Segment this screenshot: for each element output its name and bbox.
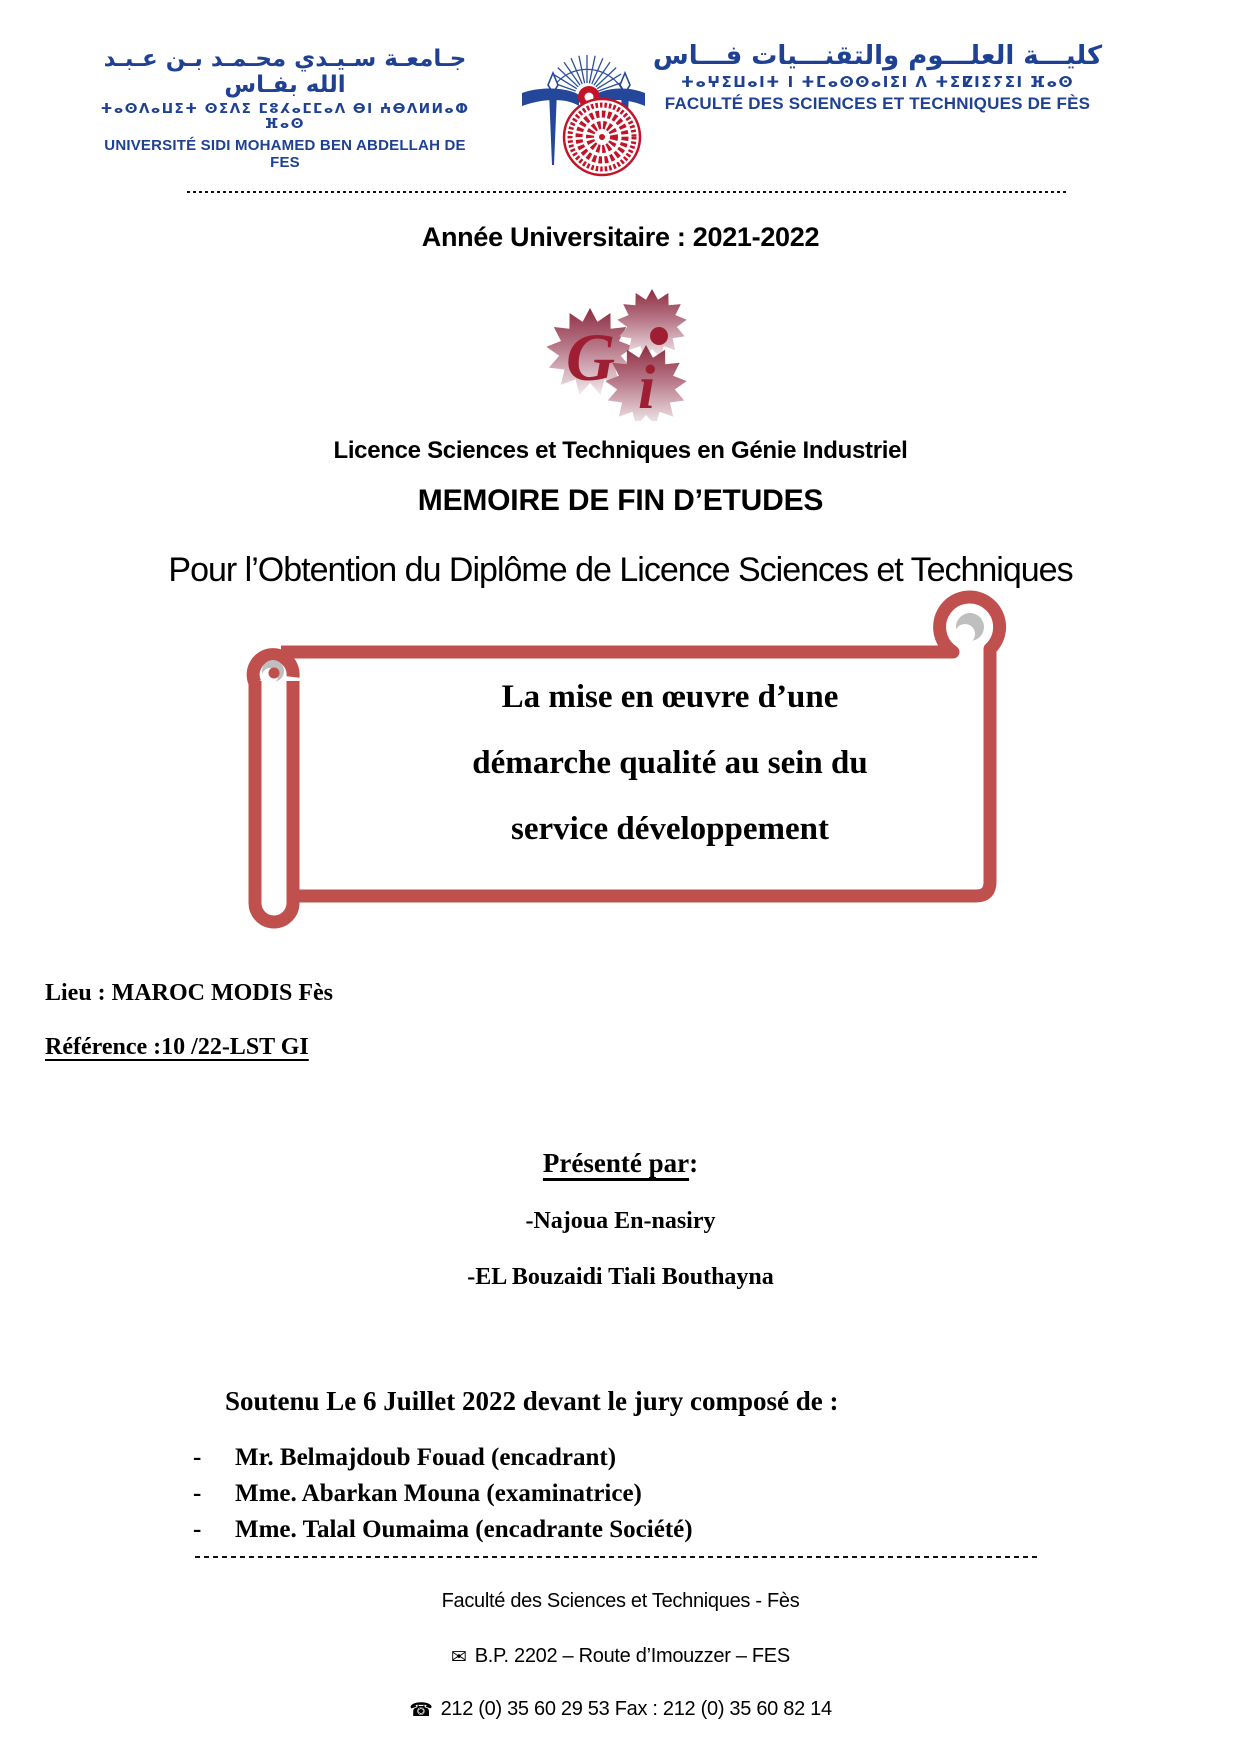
program-title: Licence Sciences et Techniques en Génie Industriel [333,437,908,464]
logo-i-dot [650,327,668,345]
jury-member-row [193,1476,693,1512]
jury-member-2: Mme. Abarkan Mouna (examinatrice) [235,1480,642,1507]
jury-member-row [193,1440,693,1476]
logo-letter-g: G [566,319,616,395]
genie-industriel-logo [540,286,700,421]
internship-location: Lieu : MAROC MODIS Fès [45,980,333,1006]
faculty-name-tifinagh: ⵜⴰⵖⵉⵡⴰⵏⵜ ⵏ ⵜⵎⴰⵙⵙⴰⵏⵉⵏ ⴷ ⵜⵉⵇⵏⵉⵢⵉⵏ ⴼⴰⵙ [680,72,1075,91]
faculty-header-right [635,42,1120,114]
list-dash: - [193,1444,202,1471]
thesis-title-line-1: La mise en œuvre d’une [501,679,839,715]
seal-medallion-center [599,134,605,140]
presented-by-colon: : [689,1148,699,1178]
thesis-title [325,664,1015,862]
footer-faculty-line: Faculté des Sciences et Techniques - Fès [441,1590,800,1612]
footer-phone-text: 212 (0) 35 60 29 53 Fax : 212 (0) 35 60 82 14 [440,1698,832,1720]
presented-by-label: Présenté par [542,1148,690,1178]
jury-member-row [193,1512,693,1548]
report-reference: Référence :10 /22-LST GI [45,1034,309,1060]
jury-member-3: Mme. Talal Oumaima (encadrante Société) [235,1516,693,1543]
telephone-icon: ☎ [409,1699,433,1721]
university-name-arabic: جـامعـة سـيـدي محـمـد بـن عـبـد الله بفـاس [103,46,467,99]
list-dash: - [193,1480,202,1507]
academic-year: Année Universitaire : 2021-2022 [421,222,820,252]
memoire-heading: MEMOIRE DE FIN D’ETUDES [417,484,824,517]
seal-torch-left [549,91,557,165]
scroll-left-roll [255,681,293,922]
university-header-left [95,46,475,171]
defense-statement: Soutenu Le 6 Juillet 2022 devant le jury composé de : [225,1386,839,1416]
scroll-right-curl-hole [955,624,975,644]
footer-phone-line [0,1698,1241,1721]
presented-by-heading [0,1148,1241,1179]
envelope-icon: ✉ [451,1646,467,1668]
university-seal-icon [505,33,650,183]
faculty-name-latin: FACULTÉ DES SCIENCES ET TECHNIQUES DE FÈS [664,94,1091,114]
footer-address-text: B.P. 2202 – Route d’Imouzzer – FES [474,1645,790,1667]
obtention-subtitle: Pour l’Obtention du Diplôme de Licence Sciences et Techniques [168,551,1073,589]
footer-separator-dashed [195,1556,1040,1558]
university-name-tifinagh: ⵜⴰⵙⴷⴰⵡⵉⵜ ⵙⵉⴷⵉ ⵎⵓⵃⴰⵎⵎⴰⴷ ⴱⵏ ⵄⴱⴷⵍⵍⴰⵀ ⴼⴰⵙ [100,100,470,133]
faculty-name-arabic: كليـــة العلـــوم والتقنـــيات فـــاس [652,41,1103,71]
thesis-title-line-2: démarche qualité au sein du [472,745,868,781]
jury-member-1: Mr. Belmajdoub Fouad (encadrant) [235,1444,617,1471]
header-separator-dotted [187,191,1068,193]
scroll-left-curl-center [269,668,280,679]
university-name-latin: UNIVERSITÉ SIDI MOHAMED BEN ABDELLAH DE FES [104,136,466,172]
author-name-1: -Najoua En-nasiry [525,1208,716,1234]
thesis-title-line-3: service développement [511,811,829,847]
logo-letter-i: i [638,354,656,421]
footer-address-line [0,1645,1241,1668]
list-dash: - [193,1516,202,1543]
author-name-2: -EL Bouzaidi Tiali Bouthayna [467,1264,774,1290]
jury-list [193,1440,693,1548]
